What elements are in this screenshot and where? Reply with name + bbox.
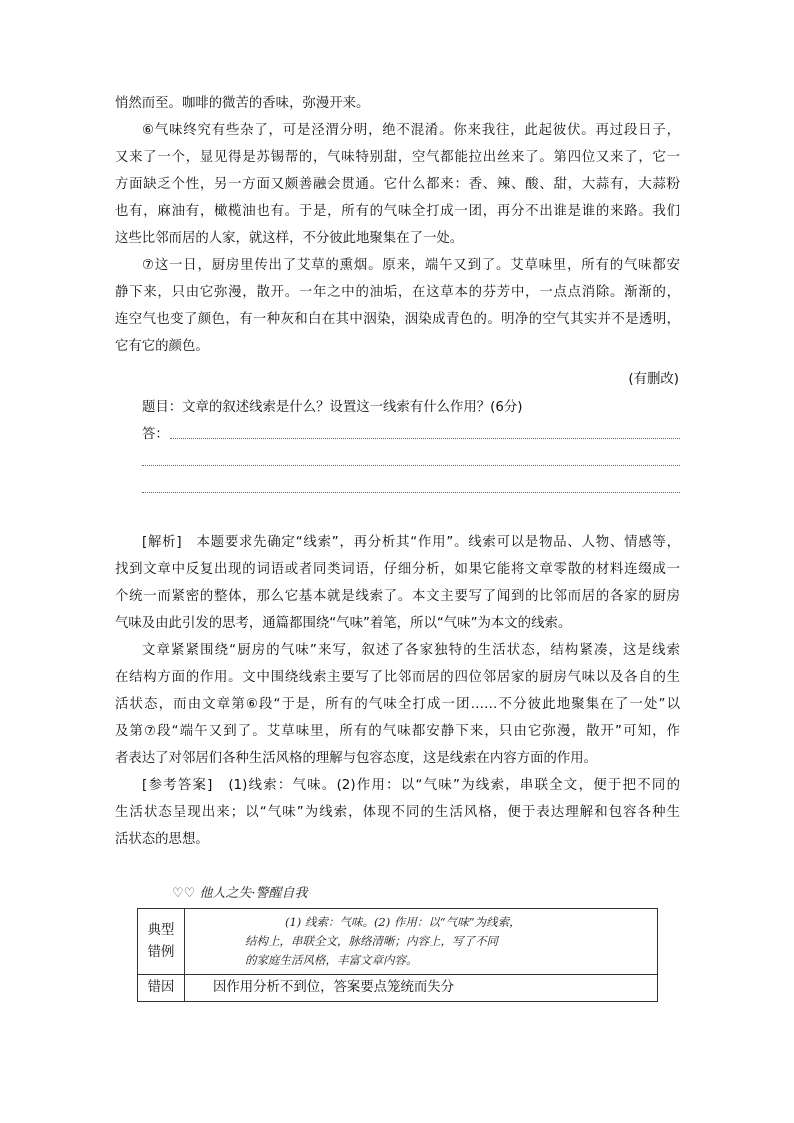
text-line: 找到文章中反复出现的词语或者同类词语，仔细分析，如果它能将文章零散的材料连缀成一 (115, 562, 680, 577)
label-line: 典型 (147, 922, 175, 938)
table-label-cell (138, 909, 185, 975)
error-table (137, 908, 658, 1002)
text-line: 活状态的思想。 (115, 832, 209, 847)
answer-line[interactable] (170, 438, 680, 439)
text-line: [解析] 本题要求先确定“线索”，再分析其“作用”。线索可以是物品、人物、情感等， (142, 535, 680, 550)
handwritten-line: 结构上，串联全文，脉络清晰；内容上，写了不同 (245, 934, 498, 948)
section-title (172, 885, 307, 903)
text-line: 静下来，只由它弥漫，散开。一年之中的油垢，在这草本的芬芳中，一点点消除。渐渐的， (115, 285, 680, 300)
text-line: ⑦这一日，厨房里传出了艾草的熏烟。原来，端午又到了。艾草味里，所有的气味都安 (142, 258, 680, 273)
text-line: 这些比邻而居的人家，就这样，不分彼此地聚集在了一处。 (115, 231, 464, 246)
text-line: 又来了一个，显见得是苏锡帮的，气味特别甜，空气都能拉出丝来了。第四位又来了，它一 (115, 150, 680, 165)
text-line: 它有它的颜色。 (115, 339, 209, 354)
text-line: ⑥气味终究有些杂了，可是泾渭分明，绝不混淆。你来我往，此起彼伏。再过段日子， (142, 123, 680, 138)
source-note: (有删改) (628, 372, 679, 387)
text-line: 气味及由此引发的思考，通篇都围绕“气味”着笔，所以“气味”为本文的线索。 (115, 616, 572, 631)
table-row (138, 909, 658, 975)
table-label-cell: 错因 (138, 975, 185, 1002)
text-line: 生活状态呈现出来；以“气味”为线索，体现不同的生活风格，便于表达理解和包容各种生 (115, 805, 680, 820)
text-line: 连空气也变了颜色，有一种灰和白在其中洇染，洇染成青色的。明净的空气其实并不是透明， (115, 312, 680, 327)
handwritten-answer (185, 909, 658, 975)
text-line: 在结构方面的作用。文中围绕线索主要写了比邻而居的四位邻居家的厨房气味以及各自的生 (115, 670, 680, 685)
handwritten-line: (1) 线索：气味。(2) 作用：以“气味”为线索， (285, 915, 521, 929)
text-line: 也有，麻油有，橄榄油也有。于是，所有的气味全打成一团，再分不出谁是谁的来路。我们 (115, 204, 680, 219)
label-line: 错例 (147, 944, 175, 960)
answer-line[interactable] (142, 492, 680, 493)
text-line: [参考答案] (1)线索：气味。(2)作用：以“气味”为线索，串联全文，便于把不同的 (142, 778, 680, 793)
handwritten-line: 的家庭生活风格，丰富文章内容。 (245, 953, 418, 967)
section-title-text: 他人之失·警醒自我 (199, 886, 308, 901)
answer-label: 答： (142, 427, 169, 442)
text-line: 及第⑦段“端午又到了。艾草味里，所有的气味都安静下来，只由它弥漫，散开”可知，作 (115, 724, 680, 739)
text-line: 个统一而紧密的整体，那么它基本就是线索了。本文主要写了闻到的比邻而居的各家的厨房 (115, 589, 680, 604)
text-line: 者表达了对邻居们各种生活风格的理解与包容态度，这是线索在内容方面的作用。 (115, 751, 598, 766)
text-line: 活状态，而由文章第⑥段“于是，所有的气味全打成一团……不分彼此地聚集在了一处”以 (115, 697, 680, 712)
answer-line[interactable] (142, 465, 680, 466)
table-row (138, 975, 658, 1002)
text-line: 悄然而至。咖啡的微苦的香味，弥漫开来。 (115, 96, 370, 111)
text-line: 方面缺乏个性，另一方面又颇善融会贯通。它什么都来：香、辣、酸、甜，大蒜有，大蒜粉 (115, 177, 680, 192)
text-line: 文章紧紧围绕“厨房的气味”来写，叙述了各家独特的生活状态，结构紧凑，这是线索 (142, 643, 680, 658)
reason-cell: 因作用分析不到位，答案要点笼统而失分 (185, 975, 658, 1002)
heart-icon: ♡♡ (172, 886, 196, 901)
question: 题目：文章的叙述线索是什么？设置这一线索有什么作用？(6分) (142, 400, 523, 415)
